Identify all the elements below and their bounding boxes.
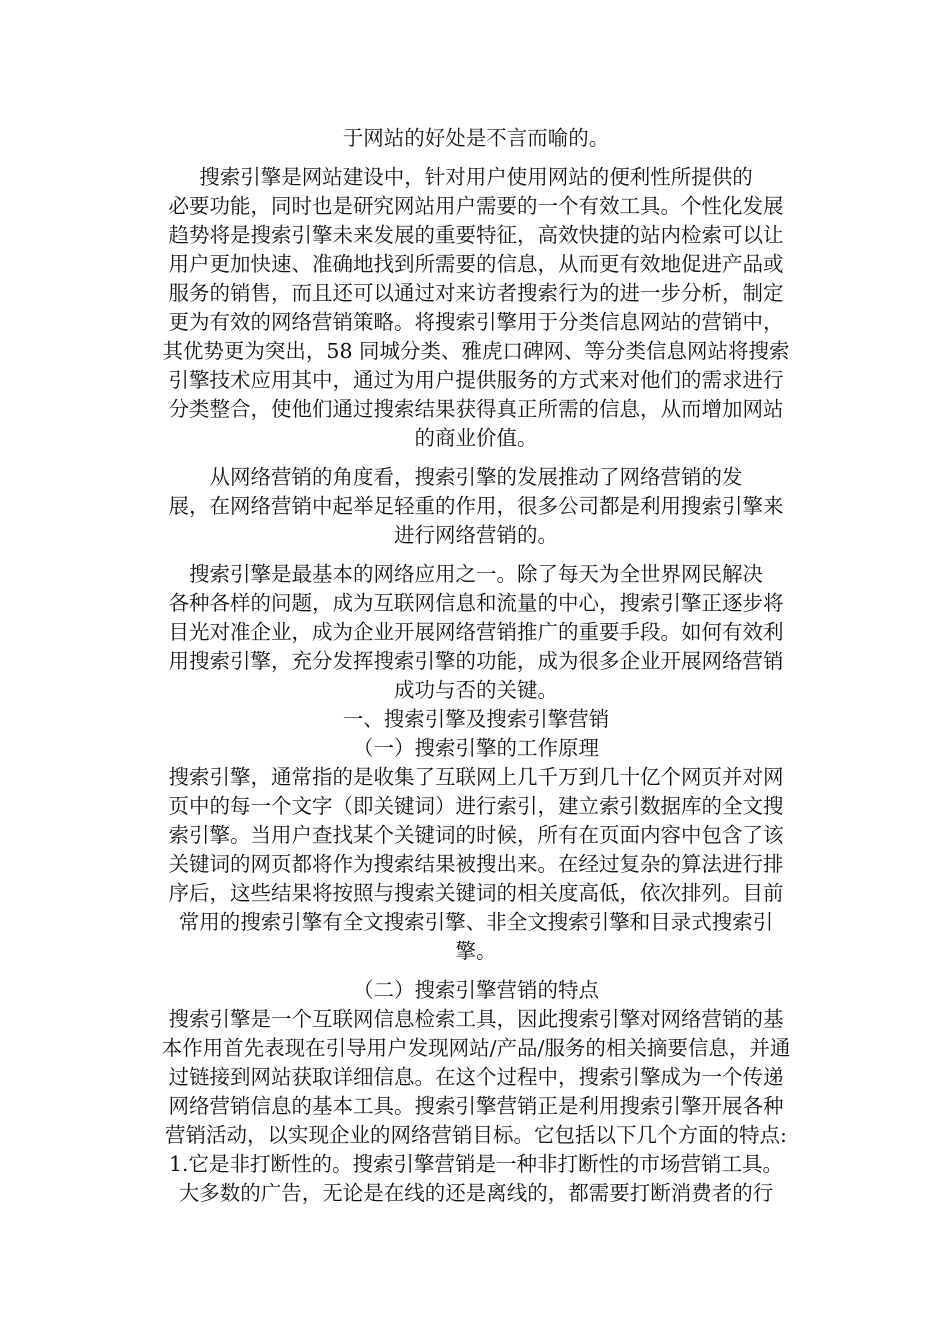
text-line: 搜索引擎是网站建设中，针对用户使用网站的便利性所提供的 [199,165,753,189]
paragraph-site-search [148,163,804,453]
text-line: 用户更加快速、准确地找到所需要的信息，从而更有效地促进产品或 [168,252,784,276]
text-line: 关键词的网页都将作为搜索结果被搜出来。在经过复杂的算法进行排 [168,852,784,876]
subsection-heading: （一）搜索引擎的工作原理 [353,736,599,760]
text-line: 擎。 [455,939,497,963]
document-page [148,124,804,1208]
text-line: 必要功能，同时也是研究网站用户需要的一个有效工具。个性化发展 [168,194,784,218]
text-line: 服务的销售，而且还可以通过对来访者搜索行为的进一步分析，制定 [168,281,784,305]
paragraph-marketing-view [148,463,804,550]
text-line: 于网站的好处是不言而喻的。 [342,126,610,150]
text-line: 进行网络营销的。 [394,523,558,547]
text-line: 搜索引擎是最基本的网络应用之一。除了每天为全世界网民解决 [189,562,763,586]
section-heading: 一、搜索引擎及搜索引擎营销 [342,707,610,731]
text-line: 成功与否的关键。 [394,678,558,702]
text-line: 搜索引擎，通常指的是收集了互联网上几千万到几十亿个网页并对网 [168,765,784,789]
paragraph-marketing-features [148,1005,804,1208]
text-line: 从网络营销的角度看，搜索引擎的发展推动了网络营销的发 [209,465,743,489]
text-line: 本作用首先表现在引导用户发现网站/产品/服务的相关摘要信息，并通 [161,1036,791,1060]
text-line: 各种各样的问题，成为互联网信息和流量的中心，搜索引擎正逐步将 [168,591,784,615]
text-line: 目光对准企业，成为企业开展网络营销推广的重要手段。如何有效利 [168,620,784,644]
text-line: 序后，这些结果将按照与搜索关键词的相关度高低，依次排列。目前 [168,881,784,905]
paragraph-basic-application [148,560,804,705]
text-line: 页中的每一个文字（即关键词）进行索引，建立索引数据库的全文搜 [168,794,784,818]
text-line: 分类整合，使他们通过搜索结果获得真正所需的信息，从而增加网站 [168,397,784,421]
paragraph-working-principle [148,763,804,966]
text-line: 1.它是非打断性的。搜索引擎营销是一种非打断性的市场营销工具。 [168,1152,784,1176]
text-line: 的商业价值。 [414,426,538,450]
text-line: 展，在网络营销中起举足轻重的作用，很多公司都是利用搜索引擎来 [168,494,784,518]
text-line: 引擎技术应用其中，通过为用户提供服务的方式来对他们的需求进行 [168,368,784,392]
text-line: 营销活动，以实现企业的网络营销目标。它包括以下几个方面的特点: [165,1123,787,1147]
text-line: 大多数的广告，无论是在线的还是离线的，都需要打断消费者的行 [178,1181,774,1205]
subsection-heading: （二）搜索引擎营销的特点 [353,978,599,1002]
text-line: 过链接到网站获取详细信息。在这个过程中，搜索引擎成为一个传递 [168,1065,784,1089]
paragraph-intro-tail [148,124,804,153]
text-line: 用搜索引擎，充分发挥搜索引擎的功能，成为很多企业开展网络营销 [168,649,784,673]
text-line: 其优势更为突出，58 同城分类、雅虎口碑网、等分类信息网站将搜索 [162,339,790,363]
text-line: 更为有效的网络营销策略。将搜索引擎用于分类信息网站的营销中， [168,310,784,334]
text-line: 常用的搜索引擎有全文搜索引擎、非全文搜索引擎和目录式搜索引 [178,910,774,934]
text-line: 趋势将是搜索引擎未来发展的重要特征，高效快捷的站内检索可以让 [168,223,784,247]
text-line: 索引擎。当用户查找某个关键词的时候，所有在页面内容中包含了该 [168,823,784,847]
text-line: 网络营销信息的基本工具。搜索引擎营销正是利用搜索引擎开展各种 [168,1094,784,1118]
text-line: 搜索引擎是一个互联网信息检索工具，因此搜索引擎对网络营销的基 [168,1007,784,1031]
